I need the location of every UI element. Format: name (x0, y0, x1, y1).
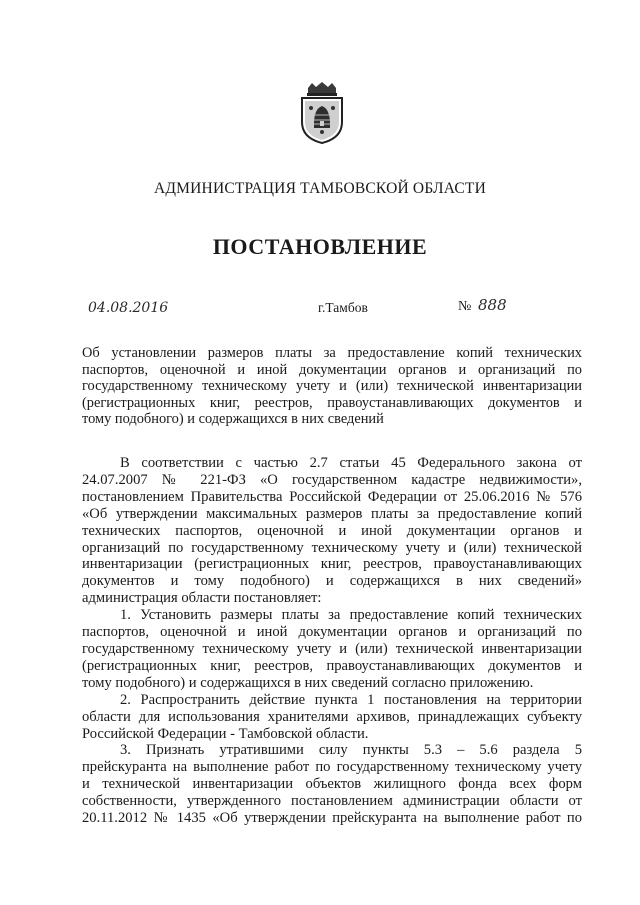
subject-line: (регистрационных книг, реестров, правоустанавливающих документов и (82, 394, 582, 411)
body-line: документов и тому подобного) и содержащихся в них сведений» (82, 573, 582, 590)
body-line: организаций по государственному техническому учету и (или) технической (82, 539, 582, 556)
body-line: государственному техническому учету и (или) технической инвентаризации (82, 640, 582, 657)
body-line: Российской Федерации - Тамбовской области. (82, 725, 369, 742)
body-line: постановлением Правительства Российской Федерации от 25.06.2016 № 576 (82, 488, 582, 505)
body-line: 2. Распространить действие пункта 1 постановления на территории (120, 691, 582, 708)
body-line: паспортов, оценочной и иной документации органов и организаций по (82, 624, 582, 641)
document-number-label: № (458, 299, 472, 314)
body-line: В соответствии с частью 2.7 статьи 45 Федерального закона от (120, 455, 582, 471)
body-line: 24.07.2007 № 221-ФЗ «О государственном кадастре недвижимости», (82, 471, 582, 488)
body-line: администрация области постановляет: (82, 590, 322, 607)
document-subject (82, 345, 582, 428)
subject-line: паспортов, оценочной и иной документации органов и организаций по (82, 361, 582, 378)
document-body (82, 455, 582, 827)
body-line: собственности, утвержденного постановлением администрации области от (82, 793, 582, 810)
tambov-coat-of-arms-icon (296, 82, 348, 144)
body-line: 20.11.2012 № 1435 «Об утверждении прейскуранта на выполнение работ по (82, 810, 582, 827)
body-line: области для использования хранителями архивов, принадлежащих субъекту (82, 708, 582, 725)
organization-name: АДМИНИСТРАЦИЯ ТАМБОВСКОЙ ОБЛАСТИ (154, 180, 486, 197)
city-label: г.Тамбов (318, 300, 368, 315)
body-line: (регистрационных книг, реестров, правоустанавливающих документов и (82, 657, 582, 674)
body-line: инвентаризации (регистрационных книг, реестров, правоустанавливающих (82, 556, 582, 573)
body-line: и технической инвентаризации объектов жилищного фонда всех форм (82, 776, 582, 793)
handwritten-document-number: 888 (478, 296, 507, 314)
subject-line: Об установлении размеров платы за предоставление копий технических (82, 345, 582, 361)
body-line: 1. Установить размеры платы за предоставление копий технических (120, 607, 582, 624)
subject-line: тому подобного) и содержащихся в них сведений (82, 411, 384, 428)
body-line: тому подобного) и содержащихся в них сведений согласно приложению. (82, 674, 534, 691)
subject-line: государственному техническому учету и (или) технической инвентаризации (82, 378, 582, 395)
body-line: 3. Признать утратившими силу пункты 5.3 – 5.6 раздела 5 (120, 742, 582, 759)
handwritten-date: 04.08.2016 (88, 300, 169, 316)
body-line: «Об утверждении максимальных размеров платы за предоставление копий (82, 505, 582, 522)
document-type-title: ПОСТАНОВЛЕНИЕ (212, 234, 428, 259)
body-line: технических паспортов, оценочной и иной документации органов и (82, 522, 582, 539)
body-line: прейскуранта на выполнение работ по государственному техническому учету (82, 759, 582, 776)
